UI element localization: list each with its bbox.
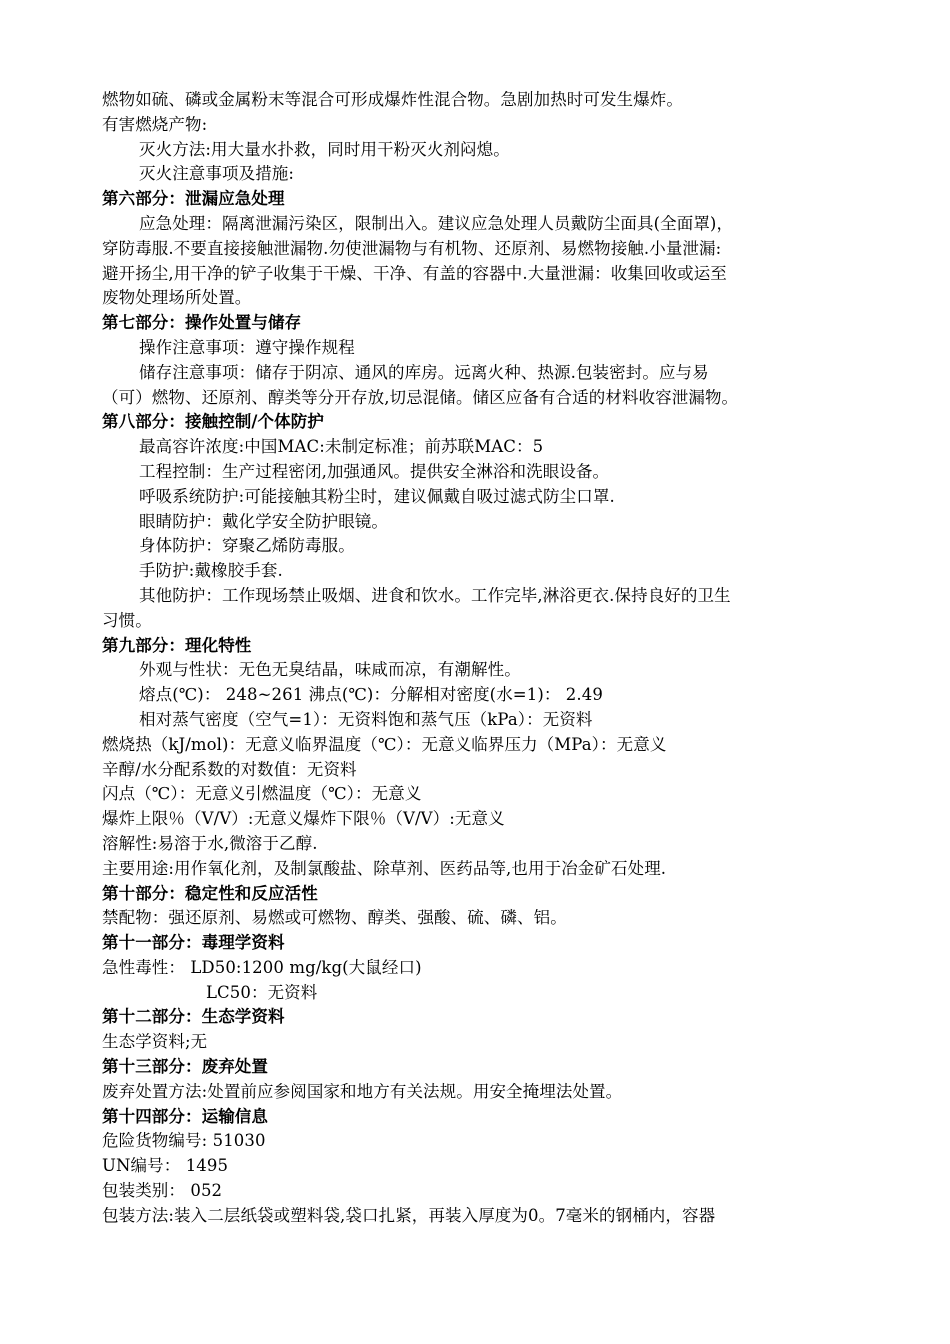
text-line: 外观与性状：无色无臭结晶，味咸而凉，有潮解性。 [139, 660, 521, 680]
text-line: 主要用途:用作氧化剂，及制氯酸盐、除草剂、医药品等,也用于冶金矿石处理. [102, 858, 667, 878]
section-heading: 第十一部分：毒理学资料 [102, 933, 285, 953]
text-line: 眼睛防护：戴化学安全防护眼镜。 [139, 511, 388, 531]
text-line: 习惯。 [102, 610, 152, 630]
section-heading: 第十二部分：生态学资料 [102, 1007, 285, 1027]
text-line: LC50：无资料 [206, 982, 318, 1002]
text-line: 爆炸上限％（V/V）:无意义爆炸下限％（V/V）:无意义 [102, 809, 505, 829]
text-line: 最高容许浓度:中国MAC:未制定标准；前苏联MAC：5 [139, 437, 544, 457]
text-line: 工程控制：生产过程密闭,加强通风。提供安全淋浴和洗眼设备。 [139, 461, 610, 481]
text-line: 熔点(℃)： 248~261 沸点(℃)：分解相对密度(水=1)： 2.49 [139, 685, 603, 705]
text-line: 穿防毒服.不要直接接触泄漏物.勿使泄漏物与有机物、还原剂、易燃物接触.小量泄漏: [102, 238, 722, 258]
section-heading: 第七部分：操作处置与储存 [102, 313, 302, 333]
text-line: 包装方法:装入二层纸袋或塑料袋,袋口扎紧，再装入厚度为0。7毫米的钢桶内，容器 [102, 1205, 716, 1225]
text-line: 燃烧热（kJ/mol)：无意义临界温度（℃）：无意义临界压力（MPa）：无意义 [102, 734, 667, 754]
text-line: 其他防护：工作现场禁止吸烟、进食和饮水。工作完毕,淋浴更衣.保持良好的卫生 [139, 585, 731, 605]
text-line: 废弃处置方法:处置前应参阅国家和地方有关法规。用安全掩埋法处置。 [102, 1081, 623, 1101]
text-line: 包装类别： 052 [102, 1181, 223, 1201]
text-line: 相对蒸气密度（空气=1）：无资料饱和蒸气压（kPa）：无资料 [139, 709, 593, 729]
text-line: 避开扬尘,用干净的铲子收集于干燥、干净、有盖的容器中.大量泄漏：收集回收或运至 [102, 263, 727, 283]
text-line: 操作注意事项：遵守操作规程 [139, 337, 355, 357]
text-line: 储存注意事项：储存于阴凉、通风的库房。远离火种、热源.包装密封。应与易 [139, 362, 709, 382]
section-heading: 第六部分：泄漏应急处理 [102, 189, 285, 209]
text-line: 辛醇/水分配系数的对数值：无资料 [102, 759, 357, 779]
document-page [102, 88, 842, 1229]
text-line: 灭火方法:用大量水扑救，同时用干粉灭火剂闷熄。 [139, 139, 510, 159]
section-heading: 第十三部分：废弃处置 [102, 1057, 268, 1077]
text-line: 闪点（℃）：无意义引燃温度（℃）：无意义 [102, 784, 422, 804]
section-heading: 第十四部分：运输信息 [102, 1106, 268, 1126]
text-line: 生态学资料;无 [102, 1032, 208, 1052]
text-line: 燃物如硫、磷或金属粉末等混合可形成爆炸性混合物。急剧加热时可发生爆炸。 [102, 90, 683, 109]
text-line: 应急处理：隔离泄漏污染区，限制出入。建议应急处理人员戴防尘面具(全面罩)， [139, 213, 734, 233]
text-line: （可）燃物、还原剂、醇类等分开存放,切忌混储。储区应备有合适的材料收容泄漏物。 [102, 387, 739, 407]
text-line: 禁配物：强还原剂、易燃或可燃物、醇类、强酸、硫、磷、铝。 [102, 908, 567, 928]
text-line: 危险货物编号: 51030 [102, 1131, 266, 1151]
text-line: 手防护:戴橡胶手套. [139, 561, 283, 581]
text-line: 急性毒性： LD50:1200 mg/kg(大鼠经口) [102, 957, 422, 977]
text-line: 身体防护：穿聚乙烯防毒服。 [139, 536, 355, 556]
text-line: 有害燃烧产物: [102, 114, 208, 134]
text-line: 灭火注意事项及措施: [139, 164, 295, 184]
section-heading: 第八部分：接触控制/个体防护 [102, 412, 324, 432]
text-line: UN编号： 1495 [102, 1156, 229, 1176]
text-line: 废物处理场所处置。 [102, 288, 252, 308]
text-line: 呼吸系统防护:可能接触其粉尘时，建议佩戴自吸过滤式防尘口罩. [139, 486, 615, 506]
section-heading: 第十部分：稳定性和反应活性 [102, 883, 318, 903]
section-heading: 第九部分：理化特性 [102, 635, 252, 655]
text-line: 溶解性:易溶于水,微溶于乙醇. [102, 833, 318, 853]
